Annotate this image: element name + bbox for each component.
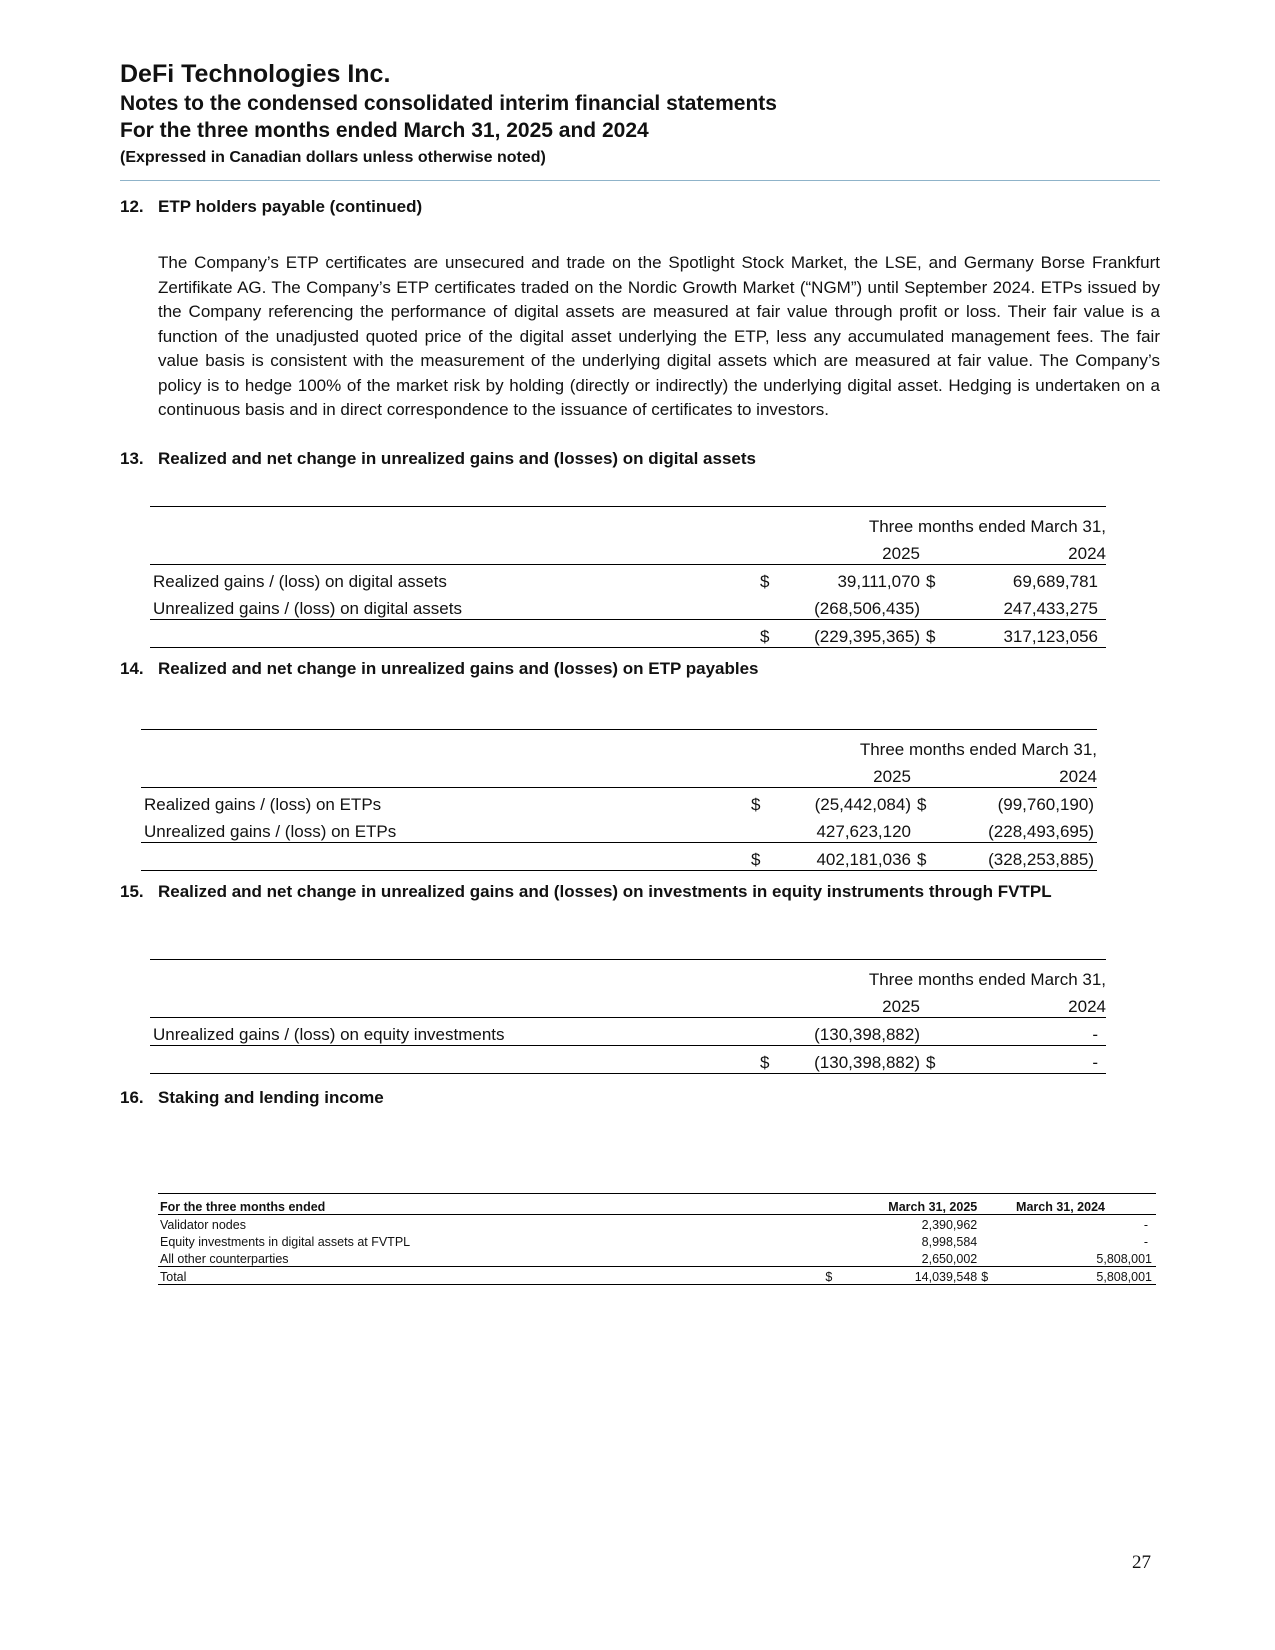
section-13-heading [120, 449, 756, 469]
value-2024: (228,493,695) [988, 822, 1094, 841]
currency-symbol: $ [920, 1046, 946, 1074]
currency-symbol: $ [751, 843, 781, 871]
section-number: 13. [120, 449, 144, 468]
value-2024: - [1092, 1025, 1098, 1044]
section-15-heading [120, 882, 1052, 902]
table-row [158, 1215, 1156, 1233]
equity-investments-gains-table [150, 959, 1106, 1074]
value-2024: - [1143, 1218, 1148, 1232]
column-2024: 2024 [946, 990, 1106, 1018]
value-2025: (268,506,435) [814, 599, 920, 618]
value-2024: 247,433,275 [1003, 599, 1098, 618]
period-caption: Three months ended March 31, [790, 507, 1106, 538]
currency-symbol [751, 815, 781, 843]
etp-payables-gains-table [141, 729, 1097, 871]
total-row [150, 620, 1106, 648]
period-caption: Three months ended March 31, [781, 730, 1097, 761]
total-2024: (328,253,885) [937, 843, 1097, 871]
caption-row [150, 960, 1106, 991]
column-march-2025: March 31, 2025 [844, 1194, 979, 1215]
year-header-row [141, 760, 1097, 788]
section-12-paragraph: The Company’s ETP certificates are unsecured and trade on the Spotlight Stock Market, the LSE, and Germany Borse Frankfurt Zertifikate AG. The Company’s ETP certificates traded on the Nordic Growth Market (“NGM”) until September 2024. ETPs issued by the Company referencing the performance of digital assets are measured at fair value through profit or loss. Their fair value is a function of the unadjusted quoted price of the digital asset underlying the ETP, less any accumulated management fees. The fair value basis is consistent with the measurement of the underlying digital assets which are measured at fair value. The Company’s policy is to hedge 100% of the market risk by holding (directly or indirectly) the underlying digital asset. Hedging is undertaken on a continuous basis and in direct correspondence to the issuance of certificates to investors. [158, 253, 1160, 419]
section-title: ETP holders payable (continued) [158, 197, 423, 216]
currency-symbol [760, 1018, 790, 1046]
currency-symbol: $ [917, 795, 927, 814]
table-row [141, 815, 1097, 843]
currency-symbol [920, 592, 946, 620]
total-2024: - [946, 1046, 1106, 1074]
value-2025: (25,442,084) [814, 795, 911, 814]
header-divider [120, 180, 1160, 181]
row-label: Validator nodes [160, 1218, 246, 1232]
value-2025: 2,390,962 [921, 1218, 978, 1232]
currency-symbol: $ [920, 620, 946, 648]
section-title: Realized and net change in unrealized gains and (losses) on investments in equity instruments through FVTPL [158, 882, 1052, 901]
section-14-heading [120, 659, 759, 679]
row-label: All other counterparties [160, 1252, 289, 1266]
value-2025: 2,650,002 [921, 1252, 978, 1266]
currency-symbol [911, 815, 937, 843]
statement-period: For the three months ended March 31, 2025 and 2024 [120, 119, 649, 142]
column-2025: 2025 [790, 537, 920, 565]
table-row [141, 788, 1097, 816]
row-label: Equity investments in digital assets at FVTPL [160, 1235, 411, 1249]
currency-symbol: $ [760, 620, 790, 648]
column-march-2024: March 31, 2024 [1000, 1194, 1156, 1215]
currency-note: (Expressed in Canadian dollars unless otherwise noted) [120, 149, 546, 166]
section-title: Realized and net change in unrealized gains and (losses) on ETP payables [158, 659, 759, 678]
value-2025: 427,623,120 [816, 822, 911, 841]
period-caption: Three months ended March 31, [790, 960, 1106, 991]
value-2024: (99,760,190) [997, 795, 1094, 814]
value-2025: (130,398,882) [814, 1025, 920, 1044]
section-number: 12. [120, 197, 144, 216]
currency-symbol [920, 1018, 946, 1046]
currency-symbol: $ [823, 1267, 844, 1285]
total-2024: 317,123,056 [946, 620, 1106, 648]
currency-symbol: $ [979, 1267, 1000, 1285]
column-2024: 2024 [937, 760, 1097, 788]
section-12-heading [120, 197, 422, 217]
table-row [158, 1232, 1156, 1249]
digital-assets-gains-table [150, 506, 1106, 648]
currency-symbol: $ [926, 572, 936, 591]
row-label: Unrealized gains / (loss) on digital assets [153, 599, 462, 618]
value-2025: 39,111,070 [837, 572, 920, 591]
currency-symbol [760, 592, 790, 620]
statement-title: Notes to the condensed consolidated interim financial statements [120, 92, 777, 115]
section-number: 14. [120, 659, 144, 678]
total-2024: 5,808,001 [1000, 1267, 1156, 1285]
row-label: Realized gains / (loss) on ETPs [144, 795, 382, 814]
table-row [150, 592, 1106, 620]
row-label: Realized gains / (loss) on digital assets [153, 572, 447, 591]
row-label: Unrealized gains / (loss) on ETPs [144, 822, 397, 841]
header-label: For the three months ended [158, 1194, 823, 1215]
section-16-heading [120, 1088, 384, 1108]
total-2025: 14,039,548 [844, 1267, 979, 1285]
section-number: 16. [120, 1088, 144, 1107]
value-2024: 69,689,781 [1012, 572, 1098, 591]
total-2025: 402,181,036 [781, 843, 911, 871]
caption-row [141, 730, 1097, 761]
column-2024: 2024 [946, 537, 1106, 565]
column-2025: 2025 [790, 990, 920, 1018]
header-row [158, 1194, 1156, 1215]
row-label: Total [158, 1267, 823, 1285]
currency-symbol: $ [760, 572, 770, 591]
value-2024: - [1143, 1235, 1148, 1249]
value-2025: 8,998,584 [921, 1235, 978, 1249]
total-2025: (229,395,365) [790, 620, 920, 648]
section-number: 15. [120, 882, 144, 901]
page-header [120, 58, 1160, 170]
section-title: Staking and lending income [158, 1088, 384, 1107]
table-row [150, 1018, 1106, 1046]
year-header-row [150, 990, 1106, 1018]
currency-symbol: $ [911, 843, 937, 871]
currency-symbol: $ [751, 795, 761, 814]
year-header-row [150, 537, 1106, 565]
value-2024: 5,808,001 [1096, 1252, 1152, 1266]
total-row [141, 843, 1097, 871]
table-row [158, 1249, 1156, 1267]
row-label: Unrealized gains / (loss) on equity investments [153, 1025, 505, 1044]
total-row [150, 1046, 1106, 1074]
staking-lending-income-table [158, 1193, 1156, 1285]
total-row [158, 1267, 1156, 1285]
table-row [150, 565, 1106, 593]
column-2025: 2025 [781, 760, 911, 788]
page-number: 27 [1132, 1552, 1151, 1573]
caption-row [150, 507, 1106, 538]
currency-symbol: $ [760, 1046, 790, 1074]
total-2025: (130,398,882) [790, 1046, 920, 1074]
section-title: Realized and net change in unrealized gains and (losses) on digital assets [158, 449, 756, 468]
company-name: DeFi Technologies Inc. [120, 60, 391, 88]
